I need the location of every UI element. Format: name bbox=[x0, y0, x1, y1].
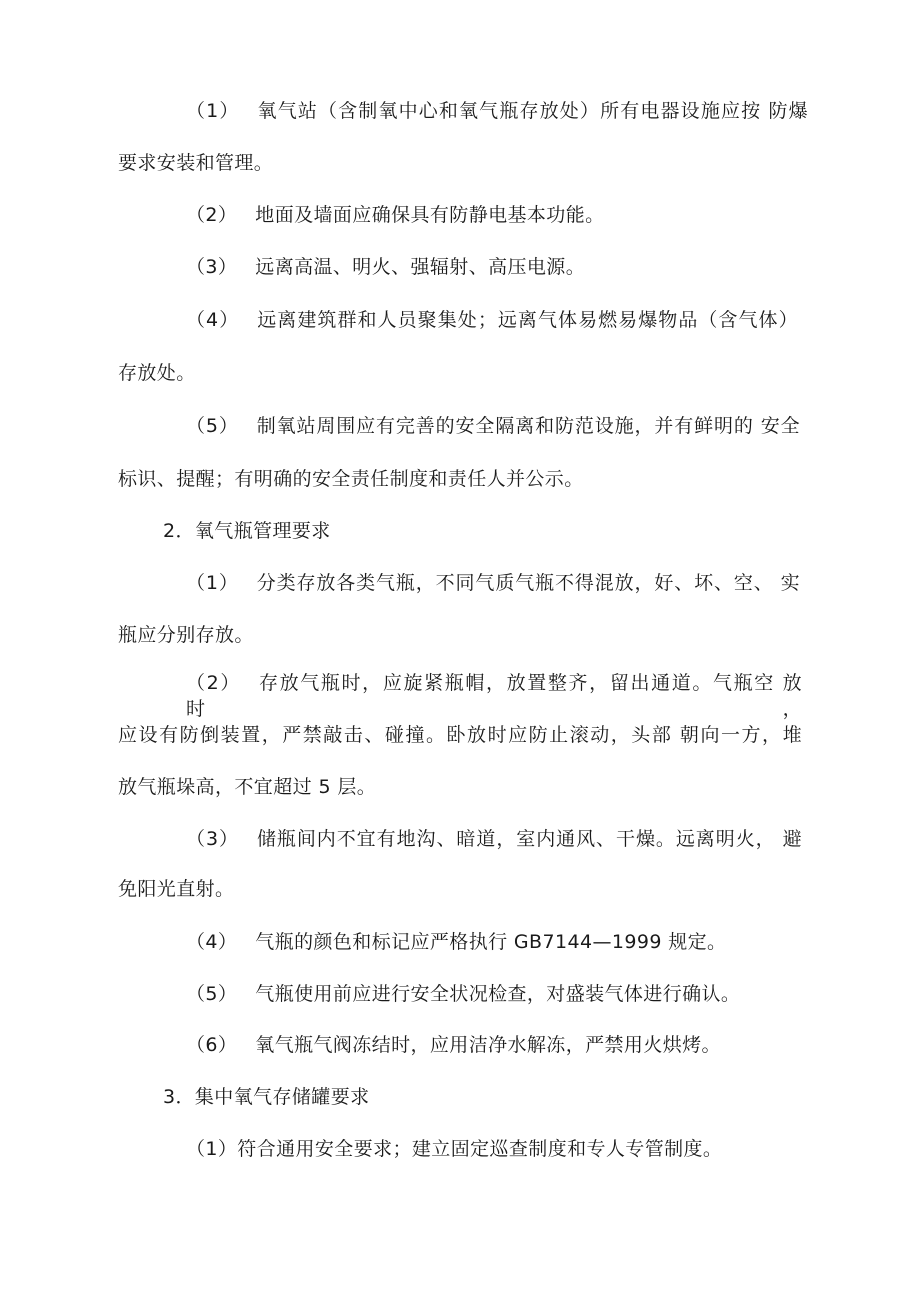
item-5-line-2: 标识、提醒；有明确的安全责任制度和责任人并公示。 bbox=[118, 468, 584, 490]
s2-item-2-line-2: 应设有防倒装置，严禁敲击、碰撞。卧放时应防止滚动，头部 朝向一方，堆 bbox=[118, 724, 802, 746]
s2-item-6-line-1 bbox=[186, 1032, 876, 1058]
item-3-line-1 bbox=[186, 254, 876, 280]
s2-item-2-text: 存放气瓶时，应旋紧瓶帽，放置整齐，留出通道。气瓶空 放时， bbox=[186, 672, 802, 720]
s2-item-6-text: 氧气瓶气阀冻结时，应用洁净水解冻，严禁用火烘烤。 bbox=[255, 1034, 721, 1056]
s2-item-2-line-1 bbox=[186, 670, 802, 722]
s2-item-3-line-1 bbox=[186, 826, 802, 852]
s2-item-1-text: 分类存放各类气瓶，不同气质气瓶不得混放，好、坏、空、 实 bbox=[256, 572, 800, 594]
item-1-line-2: 要求安装和管理。 bbox=[118, 152, 274, 174]
item-5-line-1 bbox=[186, 413, 800, 439]
item-2-number: （2） bbox=[186, 204, 238, 226]
s2-item-2-line-3: 放气瓶垛高，不宜超过 5 层。 bbox=[118, 776, 377, 798]
s2-item-4-text: 气瓶的颜色和标记应严格执行 GB7144—1999 规定。 bbox=[255, 931, 727, 953]
item-5-text: 制氧站周围应有完善的安全隔离和防范设施，并有鲜明的 安全 bbox=[256, 415, 800, 437]
s2-item-6-number: （6） bbox=[186, 1034, 238, 1056]
s2-item-1-number: （1） bbox=[186, 572, 239, 594]
s3-item-1-text: 符合通用安全要求；建立固定巡查制度和专人专管制度。 bbox=[237, 1138, 723, 1160]
item-4-line-1 bbox=[186, 307, 798, 333]
item-2-line-1 bbox=[186, 202, 876, 228]
item-4-number: （4） bbox=[186, 309, 240, 331]
item-1-number: （1） bbox=[186, 100, 240, 122]
s2-item-4-number: （4） bbox=[186, 931, 238, 953]
s2-item-3-text: 储瓶间内不宜有地沟、暗道，室内通风、干燥。远离明火， 避 bbox=[256, 828, 802, 850]
s2-item-1-line-2: 瓶应分别存放。 bbox=[118, 624, 254, 646]
s2-item-1-line-1 bbox=[186, 570, 800, 596]
item-4-text: 远离建筑群和人员聚集处；远离气体易燃易爆物品（含气体） bbox=[257, 309, 798, 331]
item-1-line-1 bbox=[186, 98, 808, 124]
s2-item-2-number: （2） bbox=[186, 672, 241, 694]
s3-item-1-number: （1） bbox=[186, 1138, 238, 1160]
item-4-line-2: 存放处。 bbox=[118, 362, 196, 384]
s2-item-5-line-1 bbox=[186, 981, 876, 1007]
s3-item-1-line-1 bbox=[186, 1136, 876, 1162]
item-3-number: （3） bbox=[186, 256, 238, 278]
s2-item-5-number: （5） bbox=[186, 983, 238, 1005]
section-3-heading: 3．集中氧气存储罐要求 bbox=[163, 1086, 370, 1108]
item-3-text: 远离高温、明火、强辐射、高压电源。 bbox=[255, 256, 586, 278]
s2-item-3-line-2: 免阳光直射。 bbox=[118, 878, 235, 900]
item-2-text: 地面及墙面应确保具有防静电基本功能。 bbox=[255, 204, 605, 226]
s2-item-5-text: 气瓶使用前应进行安全状况检查，对盛装气体进行确认。 bbox=[255, 983, 741, 1005]
item-5-number: （5） bbox=[186, 415, 239, 437]
section-2-heading: 2．氧气瓶管理要求 bbox=[163, 520, 331, 542]
s2-item-4-line-1 bbox=[186, 929, 876, 955]
s2-item-3-number: （3） bbox=[186, 828, 239, 850]
item-1-text: 氧气站（含制氧中心和氧气瓶存放处）所有电器设施应按 防爆 bbox=[257, 100, 808, 122]
